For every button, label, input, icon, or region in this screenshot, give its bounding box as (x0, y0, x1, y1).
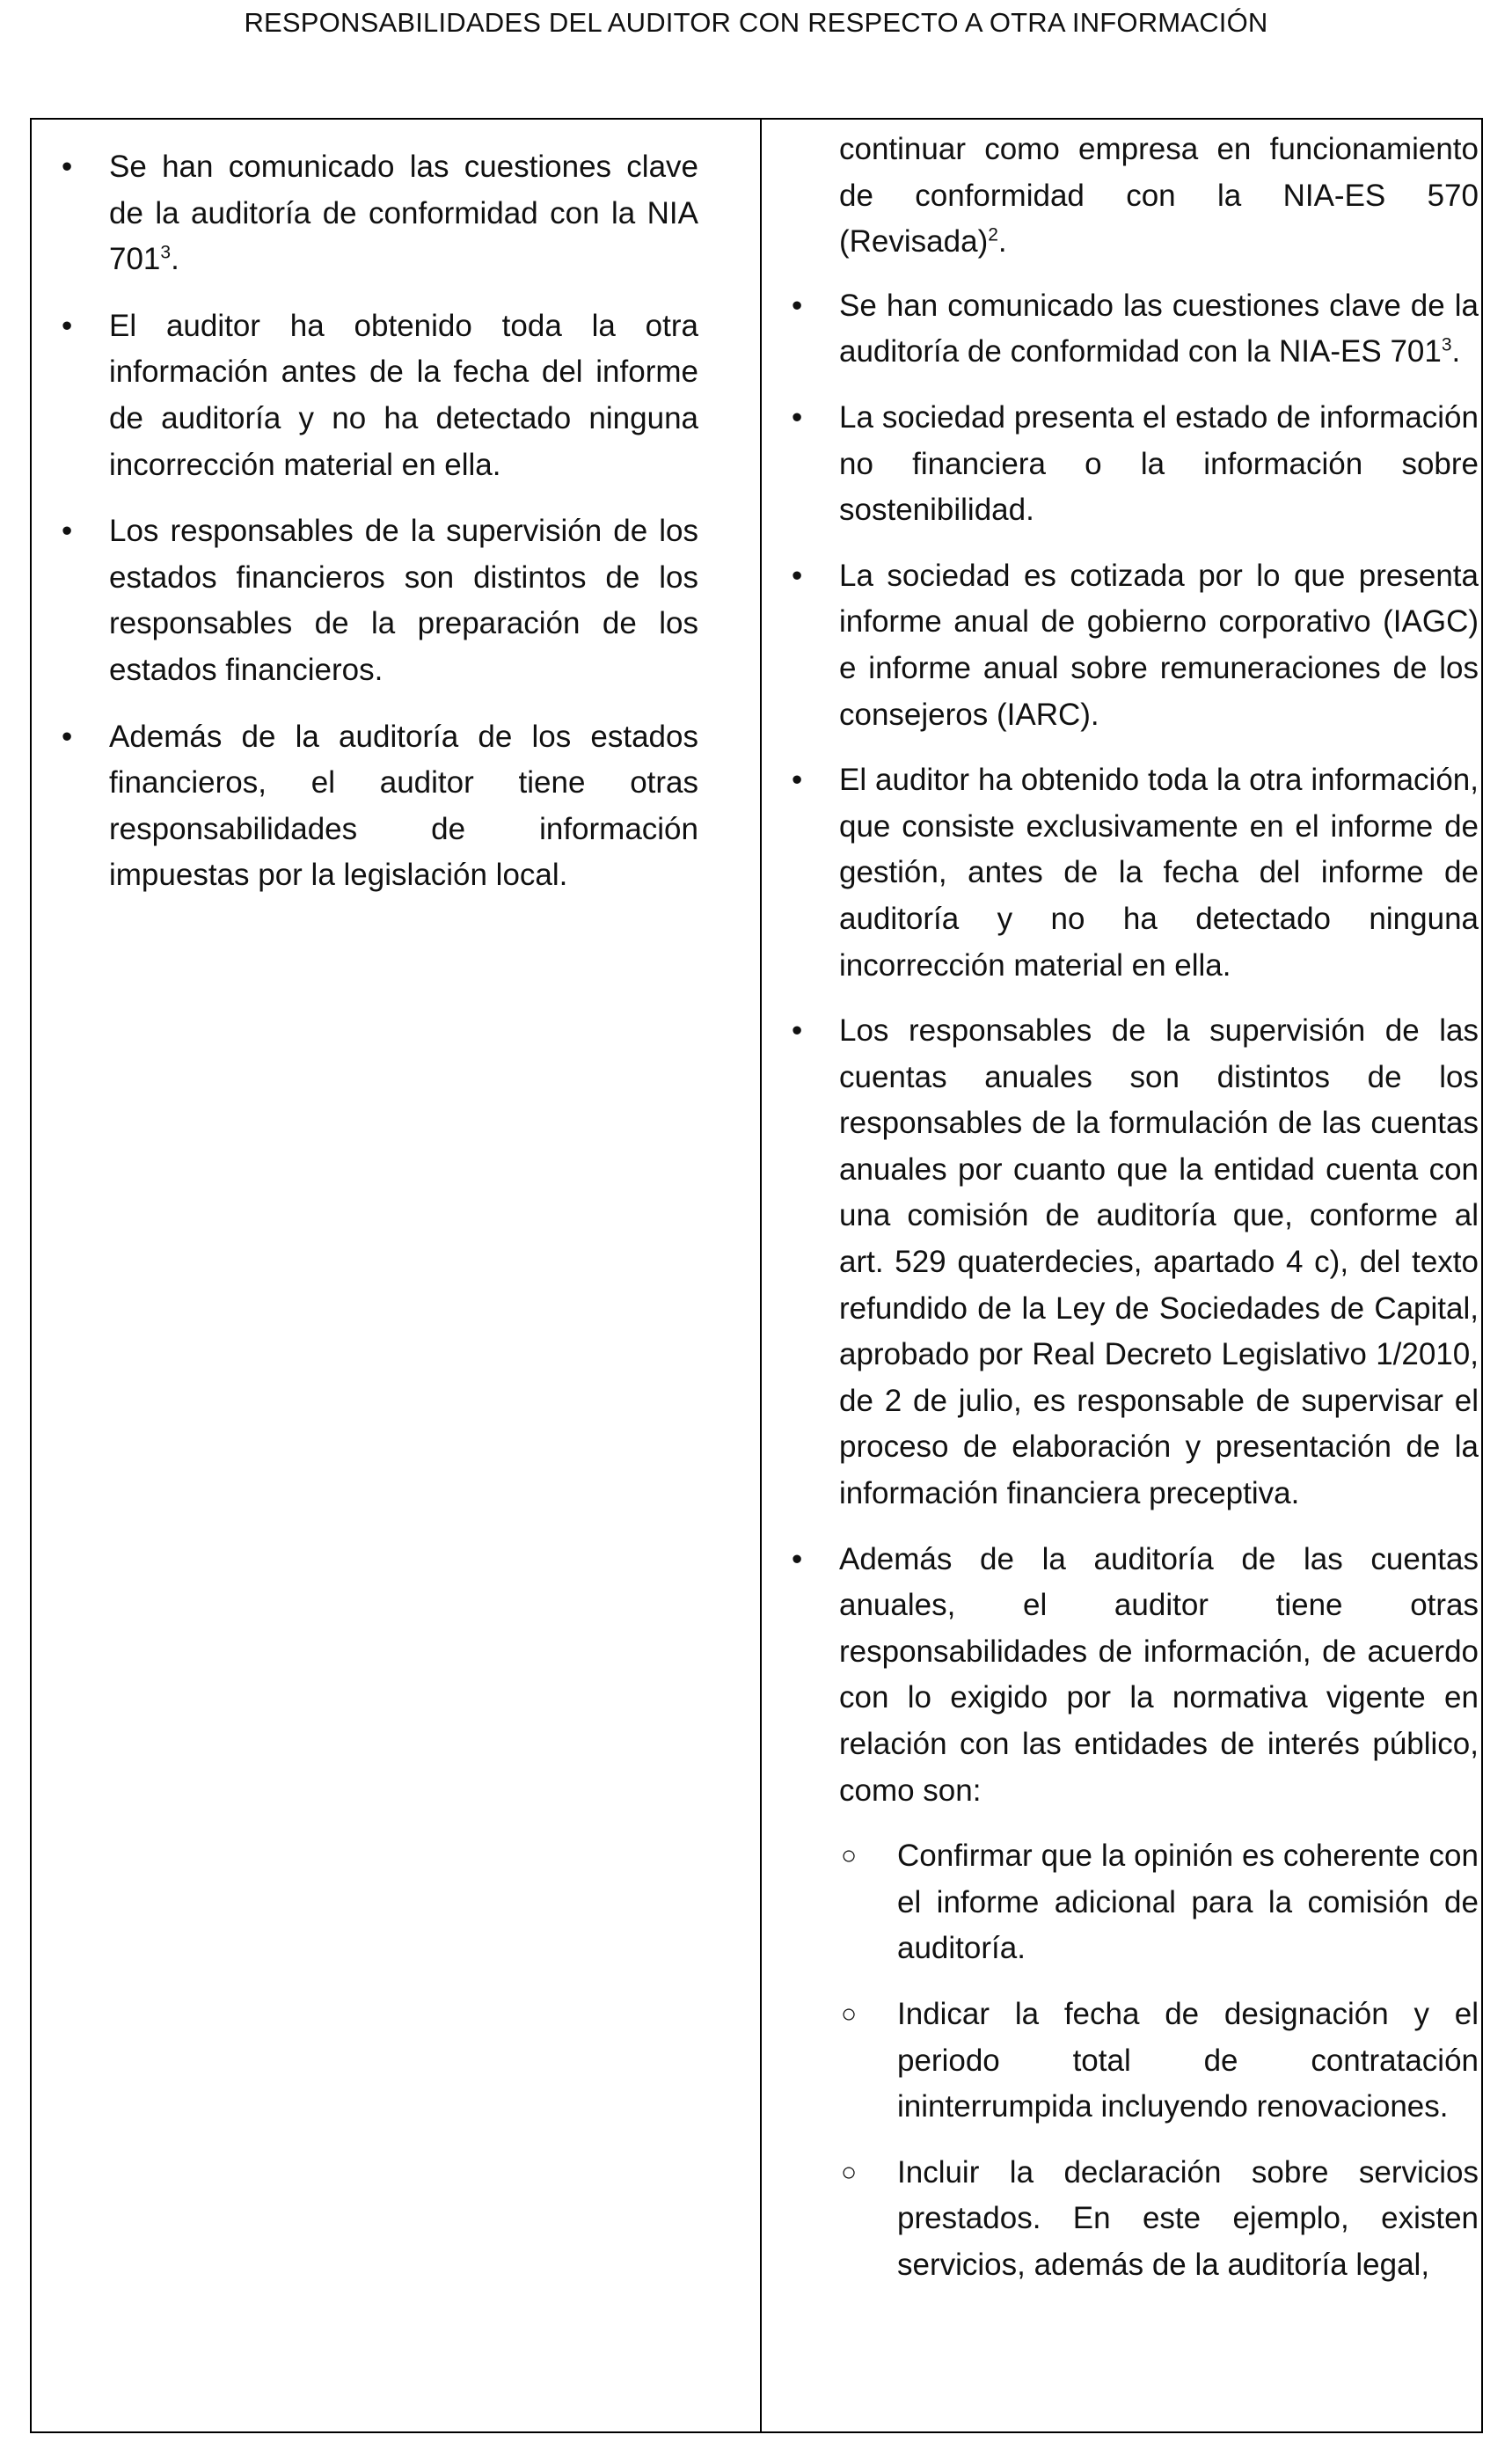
sub-item-text: Indicar la fecha de designación y el periodo total de contratación ininterrumpida incluyendo renovaciones. (897, 1996, 1479, 2124)
circle-bullet-icon: ○ (841, 1999, 858, 2029)
list-item (792, 1008, 1479, 1517)
sub-list-item (841, 2150, 1479, 2289)
item-text: Además de la auditoría de las cuentas anuales, el auditor tiene otras responsabilidades de información, de acuerdo con lo exigido por la normativa vigente en relación con las entidades de interés público, como son: (839, 1541, 1479, 1808)
item-text: El auditor ha obtenido toda la otra información antes de la fecha del informe de auditoría y no ha detectado ninguna incorrección material en ella. (109, 308, 698, 482)
continuation-text (839, 127, 1479, 266)
sub-list-item (841, 1833, 1479, 1972)
circle-bullet-icon: ○ (841, 1841, 858, 1871)
item-text: Se han comunicado las cuestiones clave de la auditoría de conformidad con la NIA-ES 701 (839, 288, 1479, 369)
item-text: La sociedad es cotizada por lo que presenta informe anual de gobierno corporativo (IAGC) e informe anual sobre remuneraciones de los consejeros (IARC). (839, 558, 1479, 732)
page-header: RESPONSABILIDADES DEL AUDITOR CON RESPECTO A OTRA INFORMACIÓN (244, 7, 1268, 38)
right-column (762, 120, 1481, 2431)
bullet-icon: • (792, 1541, 803, 1576)
list-item (792, 1537, 1479, 1815)
list-item (792, 757, 1479, 989)
left-column (32, 120, 762, 2431)
item-text: Los responsables de la supervisión de los estados financieros son distintos de los responsables de la preparación de los estados financieros. (109, 514, 698, 687)
list-item (62, 144, 698, 283)
item-text: Los responsables de la supervisión de las cuentas anuales son distintos de los responsables de la formulación de las cuentas anuales por cuanto que la entidad cuenta con una comisión de auditoría que, conforme al art. 529 quaterdecies, apartado 4 c), del texto refundido de la Ley de Sociedades de Capital, aprobado por Real Decreto Legislativo 1/2010, de 2 de julio, es responsable de supervisar el proceso de elaboración y presentación de la información financiera preceptiva. (839, 1013, 1479, 1511)
item-tail: . (997, 224, 1007, 260)
circle-bullet-icon: ○ (841, 2157, 858, 2187)
item-tail: . (171, 242, 179, 277)
list-item (62, 303, 698, 488)
list-item (792, 283, 1479, 376)
bullet-icon: • (792, 558, 803, 593)
footnote-ref: 3 (1441, 334, 1452, 355)
item-text: El auditor ha obtenido toda la otra información, que consiste exclusivamente en el informe de gestión, antes de la fecha del informe de auditoría y no ha detectado ninguna incorrección material en ella. (839, 763, 1479, 983)
item-text: La sociedad presenta el estado de información no financiera o la información sobre sostenibilidad. (839, 399, 1479, 528)
sub-item-text: Incluir la declaración sobre servicios prestados. En este ejemplo, existen servicios, además de la auditoría legal, (897, 2154, 1479, 2282)
bullet-icon: • (792, 1013, 803, 1049)
bullet-icon: • (62, 308, 73, 343)
bullet-icon: • (62, 150, 73, 184)
list-item (792, 553, 1479, 738)
bullet-icon: • (62, 514, 73, 549)
bullet-icon: • (792, 288, 803, 323)
list-item (62, 508, 698, 693)
item-tail: . (1451, 334, 1461, 369)
sub-list-item (841, 1992, 1479, 2131)
bullet-icon: • (62, 719, 73, 754)
footnote-ref: 2 (988, 224, 998, 245)
item-text: Se han comunicado las cuestiones clave de la auditoría de conformidad con la NIA 701 (109, 150, 698, 277)
bullet-icon: • (792, 399, 803, 435)
list-item (62, 714, 698, 899)
bullet-icon: • (792, 763, 803, 798)
footnote-ref: 3 (160, 242, 172, 263)
sub-item-text: Confirmar que la opinión es coherente con el informe adicional para la comisión de auditoría. (897, 1839, 1479, 1966)
list-item (792, 395, 1479, 534)
item-text: continuar como empresa en funcionamiento de conformidad con la NIA-ES 570 (Revisada) (839, 132, 1479, 260)
document-table (30, 118, 1483, 2433)
item-text: Además de la auditoría de los estados financieros, el auditor tiene otras responsabilidades de información impuestas por la legislación local. (109, 719, 698, 893)
